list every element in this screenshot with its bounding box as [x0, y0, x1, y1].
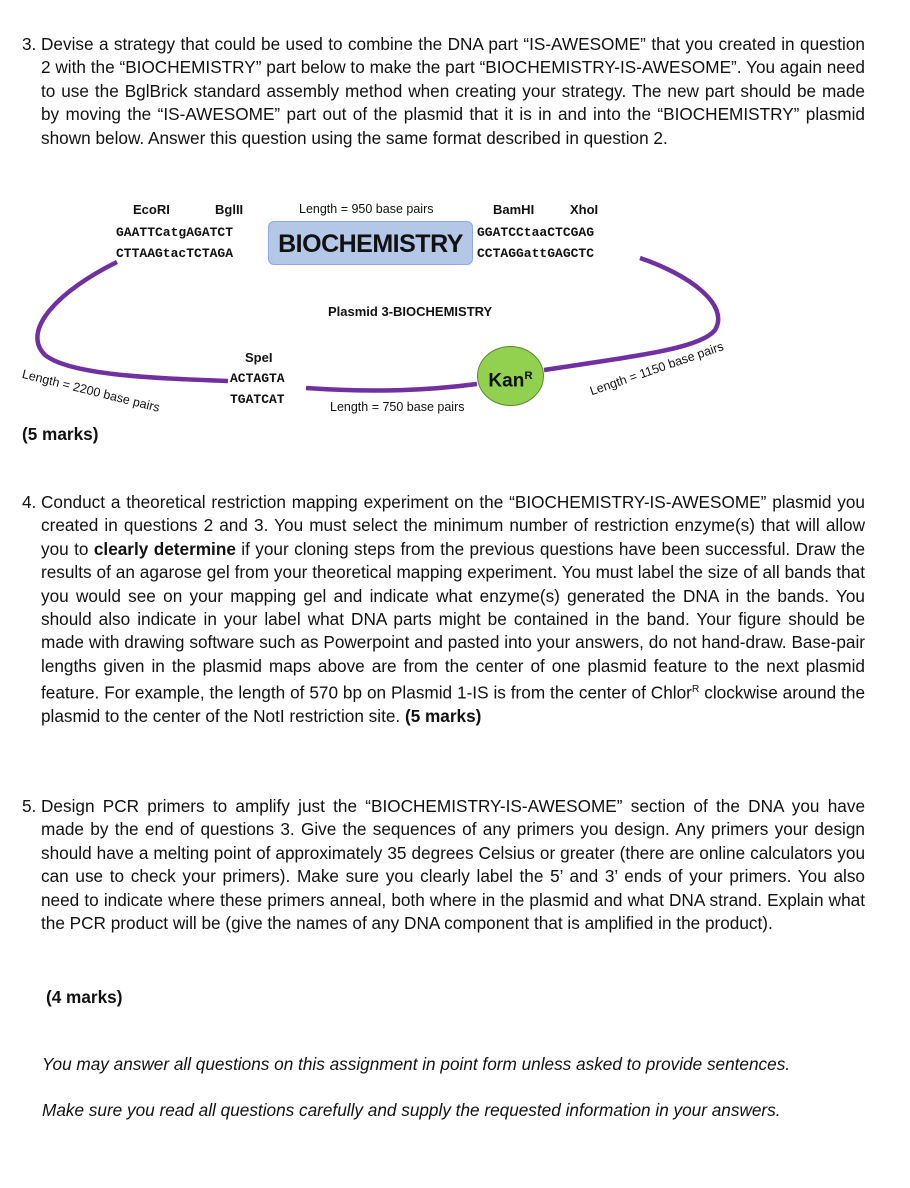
- kan-resistance-gene: [477, 346, 544, 406]
- question-number: 3.: [22, 34, 37, 54]
- emphasis-text: clearly determine: [93, 538, 236, 559]
- text-part: Conduct a theoretical restriction mapping experiment on the “BIOCHEMISTRY-IS-AWESOME” plasmid you created in questions 2 and 3. You must select the minimum number of restriction enzyme(s) that will allow you to: [41, 492, 865, 559]
- question-number: 4.: [22, 492, 37, 512]
- text-part: clockwise around the plasmid to the center of the NotI restriction site.: [41, 682, 865, 727]
- q3-marks: (5 marks): [22, 424, 99, 444]
- bamhi-label: BamHI: [493, 202, 535, 217]
- superscript: R: [691, 684, 700, 696]
- left-sequence: [116, 222, 233, 264]
- xhoi-label: XhoI: [570, 202, 599, 217]
- spei-sequence: [230, 368, 285, 410]
- note-point-form: You may answer all questions on this assignment in point form unless asked to provide sentences.: [42, 1054, 791, 1074]
- kan-superscript: R: [524, 370, 533, 382]
- plasmid-name: Plasmid 3-BIOCHEMISTRY: [328, 304, 493, 319]
- note-read-carefully: Make sure you read all questions carefully and supply the requested information in your answers.: [42, 1100, 781, 1120]
- question-4: [22, 491, 865, 729]
- q4-marks: (5 marks): [404, 706, 482, 727]
- left-seq-top: GAATTCatgAGATCT: [116, 225, 234, 240]
- right-sequence: [477, 222, 594, 264]
- bglii-label: BglII: [215, 202, 244, 217]
- spei-label: SpeI: [245, 350, 273, 365]
- text-part: if your cloning steps from the previous questions have been successful. Draw the results of an agarose gel from your theoretical mapping experiment. You must label the size of all bands that you would see on your mapping gel and indicate what enzyme(s) generated the DNA in the bands. You should also indicate in your label what DNA parts might be contained in the band. Your figure should be made with drawing software such as Powerpoint and pasted into your answers, do not hand-draw. Base-pair lengths given in the plasmid maps above are from the center of one plasmid feature to the next plasmid feature. For example, the length of 570 bp on Plasmid 1-IS is from the center of Chlor: [41, 538, 865, 703]
- question-text: [41, 491, 865, 729]
- length-bottom-label: Length = 750 base pairs: [330, 400, 465, 414]
- ecori-label: EcoRI: [133, 202, 170, 217]
- plasmid-backbone: [0, 0, 910, 440]
- kan-label: Kan: [488, 370, 525, 392]
- length-left-label: Length = 2200 base pairs: [20, 367, 162, 415]
- length-top-label: Length = 950 base pairs: [299, 202, 434, 216]
- question-text: Devise a strategy that could be used to combine the DNA part “IS-AWESOME” that you created in question 2 with the “BIOCHEMISTRY” part below to make the part “BIOCHEMISTRY-IS-AWESOME”. You again need to use the BglBrick standard assembly method when creating your strategy. The new part should be made by moving the “IS-AWESOME” part out of the plasmid that it is in and into the “BIOCHEMISTRY” plasmid shown below. Answer this question using the same format described in question 2.: [41, 34, 865, 148]
- question-5: [22, 795, 865, 935]
- backbone-bottom-segment: [306, 384, 477, 391]
- biochemistry-part: BIOCHEMISTRY: [268, 221, 473, 265]
- right-seq-bottom: CCTAGGattGAGCTC: [477, 246, 595, 261]
- q5-marks: (4 marks): [46, 987, 123, 1007]
- length-right-label: Length = 1150 base pairs: [588, 339, 726, 399]
- left-seq-bottom: CTTAAGtacTCTAGA: [116, 246, 234, 261]
- backbone-left-arc: [37, 262, 228, 381]
- right-seq-top: GGATCCtaaCTCGAG: [477, 225, 595, 240]
- question-text: Design PCR primers to amplify just the “BIOCHEMISTRY-IS-AWESOME” section of the DNA you have made by the end of questions 3. Give the sequences of any primers you design. Any primers your design should have a melting point of approximately 35 degrees Celsius or greater (there are online calculators you can use to check your primers). Make sure you clearly label the 5’ and 3’ ends of your primers. You also need to indicate where these primers anneal, both where in the plasmid and what DNA strand. Explain what the PCR product will be (give the names of any DNA component that is amplified in the product).: [41, 796, 865, 934]
- question-number: 5.: [22, 796, 37, 816]
- spei-seq-bottom: TGATCAT: [230, 392, 285, 407]
- spei-seq-top: ACTAGTA: [230, 371, 285, 386]
